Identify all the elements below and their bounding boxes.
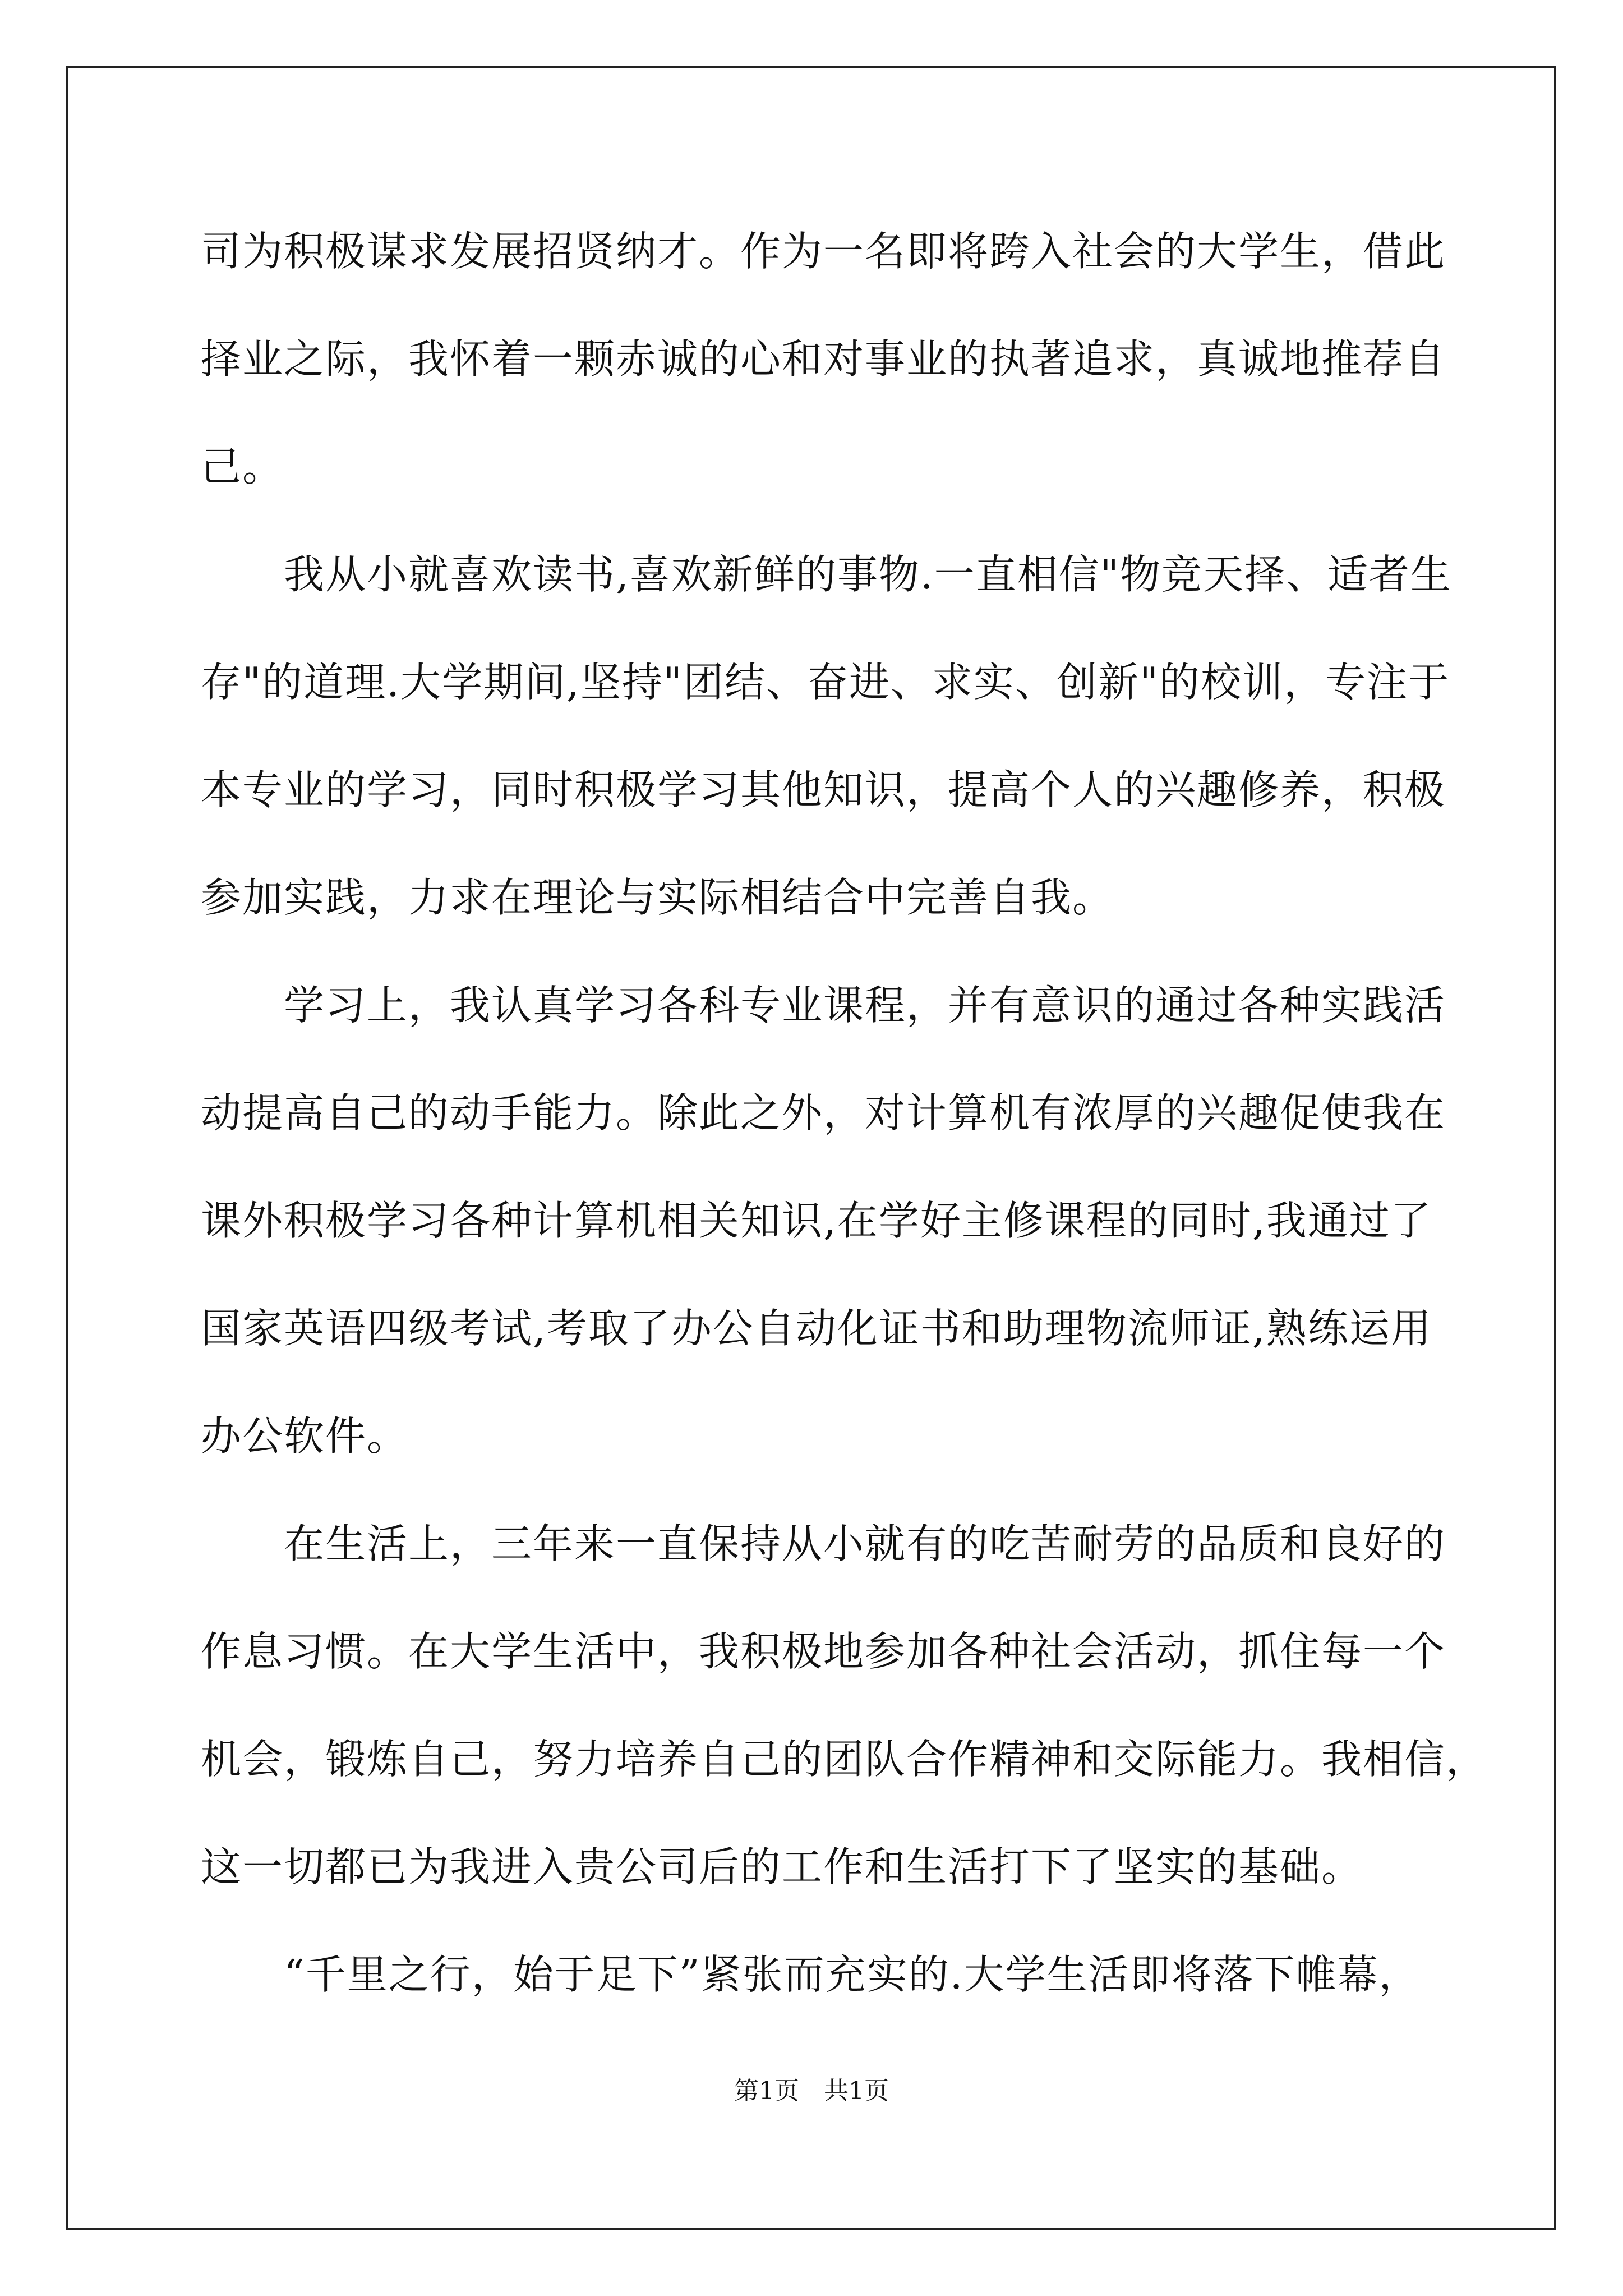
text-line: 课外积极学习各种计算机相关知识,在学好主修课程的同时,我通过了	[201, 1197, 1432, 1244]
text-line: 动提高自己的动手能力。除此之外，对计算机有浓厚的兴趣促使我在	[201, 1089, 1446, 1137]
text-line: “千里之行，始于足下”紧张而充实的.大学生活即将落下帷幕，	[201, 1951, 1421, 1998]
text-line: 司为积极谋求发展招贤纳才。作为一名即将跨入社会的大学生，借此	[201, 228, 1446, 275]
text-line: 存"的道理.大学期间,坚持"团结、奋进、求实、创新"的校训，专注于	[201, 659, 1450, 706]
text-line: 国家英语四级考试,考取了办公自动化证书和助理物流师证,熟练运用	[201, 1305, 1432, 1352]
text-line: 我从小就喜欢读书,喜欢新鲜的事物.一直相信"物竞天择、适者生	[201, 551, 1452, 598]
text-line: 办公软件。	[201, 1412, 409, 1460]
text-line: 在生活上，三年来一直保持从小就有的吃苦耐劳的品质和良好的	[201, 1520, 1446, 1567]
text-line: 这一切都已为我进入贵公司后的工作和生活打下了坚实的基础。	[201, 1843, 1363, 1890]
text-line: 作息习惯。在大学生活中，我积极地参加各种社会活动，抓住每一个	[201, 1628, 1446, 1675]
text-line: 学习上，我认真学习各科专业课程，并有意识的通过各种实践活	[201, 982, 1446, 1029]
page-border	[66, 66, 1556, 2230]
text-line: 本专业的学习，同时积极学习其他知识，提高个人的兴趣修养，积极	[201, 766, 1446, 813]
text-line: 己。	[201, 443, 284, 490]
text-line: 参加实践，力求在理论与实际相结合中完善自我。	[201, 874, 1114, 921]
text-line: 机会，锻炼自己，努力培养自己的团队合作精神和交际能力。我相信，	[201, 1736, 1488, 1783]
text-line: 择业之际，我怀着一颗赤诚的心和对事业的执著追求，真诚地推荐自	[201, 335, 1446, 383]
page-number-footer: 第1页 共1页	[734, 2077, 889, 2105]
